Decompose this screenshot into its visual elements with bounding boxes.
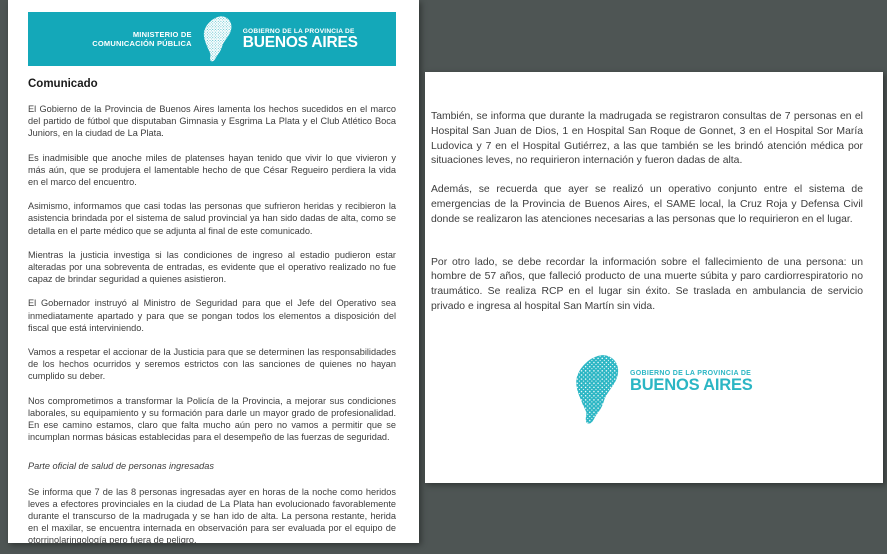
province-map-icon bbox=[571, 353, 623, 426]
paragraph: Asimismo, informamos que casi todas las personas que sufrieron heridas y recibieron la asistencia brindada por el sistema de salud provincial ya han sido dadas de alta, como se detalla en el parte médico que se adjunta al final de este comunicado. bbox=[28, 201, 396, 236]
paragraph: El Gobernador instruyó al Ministro de Seguridad para que el Jefe del Operativo sea inmediatamente apartado y para que se pongan todos los elementos a disposición del fiscal que está interviniendo. bbox=[28, 298, 396, 333]
paragraph: Además, se recuerda que ayer se realizó un operativo conjunto entre el sistema de emergencias de la Provincia de Buenos Aires, el SAME local, la Cruz Roja y Defensa Civil donde se realizaron las atenciones necesarias a las personas que lo requirieron en el lugar. bbox=[431, 184, 863, 225]
government-name-line2: BUENOS AIRES bbox=[242, 34, 358, 51]
government-name bbox=[630, 370, 753, 393]
paragraph: Mientras la justicia investiga si las condiciones de ingreso al estadio pudieron estar alteradas por una sobreventa de entradas, es evidente que el operativo realizado no fue capaz de brindar seguridad a quienes asistieron. bbox=[28, 249, 396, 285]
province-map-icon bbox=[201, 15, 234, 63]
communique-body bbox=[28, 103, 396, 547]
communique-page-1 bbox=[8, 0, 419, 546]
paragraph: También, se informa que durante la madrugada se registraron consultas de 7 personas en el Hospital San Juan de Dios, 1 en Hospital San Roque de Gonnet, 3 en el Hospital Sor María Ludovica y 7 en el Hospital Gutiérrez, a las que también se les brindó atención médica por situaciones leves, no requirieron internación y fueron dadas de alta. bbox=[431, 111, 863, 167]
paragraph: Nos comprometimos a transformar la Policía de la Provincia, a mejorar sus condiciones laborales, su equipamiento y su formación para darle un mayor grado de profesionalidad. En ese camino estamos, claro que falta mucho aún pero no vamos a permitir que se incumplan normas básicas establecidas para el desempeño de las fuerzas de seguridad. bbox=[28, 395, 396, 443]
government-name-line1: GOBIERNO DE LA PROVINCIA DE bbox=[630, 369, 752, 377]
ministry-name-line2: COMUNICACIÓN PÚBLICA bbox=[92, 39, 192, 48]
communique-title: Comunicado bbox=[28, 78, 98, 90]
medical-report-subheading: Parte oficial de salud de personas ingresadas bbox=[28, 461, 214, 472]
government-name-line2: BUENOS AIRES bbox=[630, 375, 753, 394]
paragraph: Vamos a respetar el accionar de la Justicia para que se determinen las responsabilidades de los hechos ocurridos y seremos estrictos con las sanciones de quienes no hayan cumplido su deber. bbox=[28, 347, 396, 382]
communique-page-2 bbox=[425, 72, 883, 483]
government-name-line1: GOBIERNO DE LA PROVINCIA DE bbox=[242, 28, 355, 35]
government-name bbox=[243, 28, 358, 50]
paragraph: Es inadmisible que anoche miles de platenses hayan tenido que vivir lo que vivieron y más aún, que se produjera el lamentable hecho de que César Regueiro perdiera la vida en el marco del encuentro. bbox=[28, 152, 396, 188]
ministry-name-line1: MINISTERIO DE bbox=[132, 29, 192, 39]
communique-body-continued bbox=[425, 72, 883, 426]
ministry-banner bbox=[28, 12, 396, 66]
government-logo bbox=[571, 353, 863, 426]
paragraph: El Gobierno de la Provincia de Buenos Aires lamenta los hechos sucedidos en el marco del partido de fútbol que disputaban Gimnasia y Esgrima La Plata y el Club Atlético Boca Juniors, en la ciudad de La Plata. bbox=[28, 104, 396, 139]
paragraph: Se informa que 7 de las 8 personas ingresadas ayer en horas de la noche como heridos leves a efectores provinciales en la ciudad de La Plata han evolucionado favorablemente durante el transcurso de la madrugada y se han ido de alta. La persona restante, herida en el maxilar, se encuentra internada en observación para ser evaluada por el equipo de otorrinolaringología pero fuera de peligro. bbox=[28, 486, 396, 546]
paragraph: Por otro lado, se debe recordar la información sobre el fallecimiento de una persona: un hombre de 57 años, que falleció producto de una muerte súbita y paro cardiorrespiratorio no traumático. Se realiza RCP en el lugar sin éxito. Se traslada en ambulancia de servicio privado e ingresa al hospital San Martín sin vida. bbox=[431, 256, 863, 312]
ministry-name bbox=[92, 30, 191, 49]
